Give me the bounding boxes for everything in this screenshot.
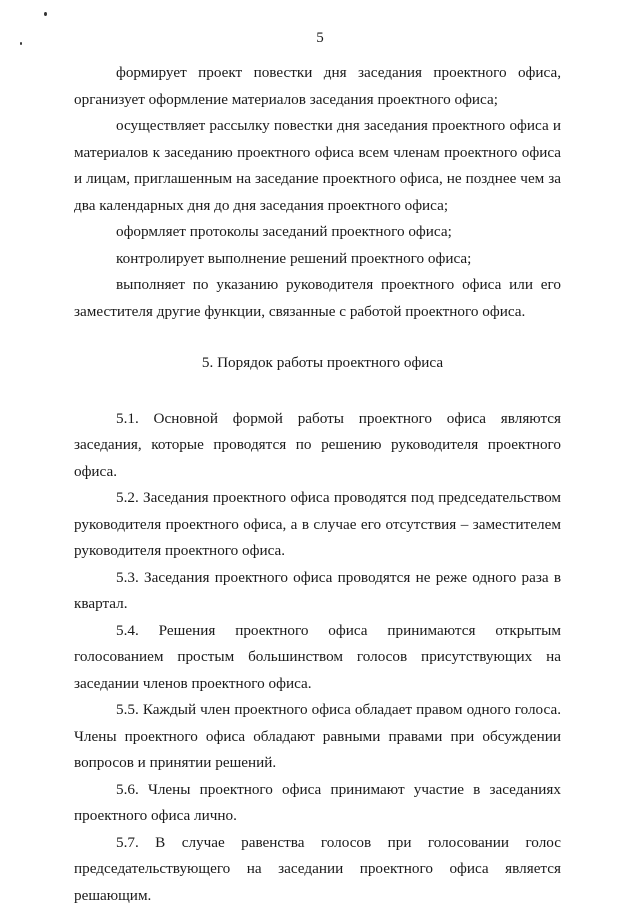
paragraph: формирует проект повестки дня заседания проектного офиса, организует оформление материалов заседания проектного офиса; <box>74 60 561 113</box>
paragraph: 5.2. Заседания проектного офиса проводятся под председательством руководителя проектного офиса, а в случае его отсутствия – заместителем руководителя проектного офиса. <box>74 485 561 565</box>
paragraph: 5.7. В случае равенства голосов при голосовании голос председательствующего на заседании проектного офиса является решающим. <box>74 830 561 909</box>
paragraph: 5.4. Решения проектного офиса принимаются открытым голосованием простым большинством голосов присутствующих на заседании членов проектного офиса. <box>74 618 561 698</box>
page-number: 5 <box>0 30 640 47</box>
paragraph: контролирует выполнение решений проектного офиса; <box>74 246 561 273</box>
paragraph: 5.6. Члены проектного офиса принимают участие в заседаниях проектного офиса лично. <box>74 777 561 830</box>
paragraph: 5.1. Основной формой работы проектного офиса являются заседания, которые проводятся по решению руководителя проектного офиса. <box>74 406 561 486</box>
paragraph: выполняет по указанию руководителя проектного офиса или его заместителя другие функции, связанные с работой проектного офиса. <box>74 272 561 325</box>
section-heading: 5. Порядок работы проектного офиса <box>74 350 561 377</box>
paragraph: осуществляет рассылку повестки дня заседания проектного офиса и материалов к заседанию проектного офиса всем членам проектного офиса и лицам, приглашенным на заседание проектного офиса, не позднее чем за два календарных дня до дня заседания проектного офиса; <box>74 113 561 219</box>
paragraph: оформляет протоколы заседаний проектного офиса; <box>74 219 561 246</box>
scan-speck <box>44 12 47 16</box>
paragraph: 5.3. Заседания проектного офиса проводятся не реже одного раза в квартал. <box>74 565 561 618</box>
paragraph: 5.5. Каждый член проектного офиса обладает правом одного голоса. Члены проектного офиса обладают равными правами при обсуждении вопросов и принятии решений. <box>74 697 561 777</box>
document-body <box>74 60 561 909</box>
